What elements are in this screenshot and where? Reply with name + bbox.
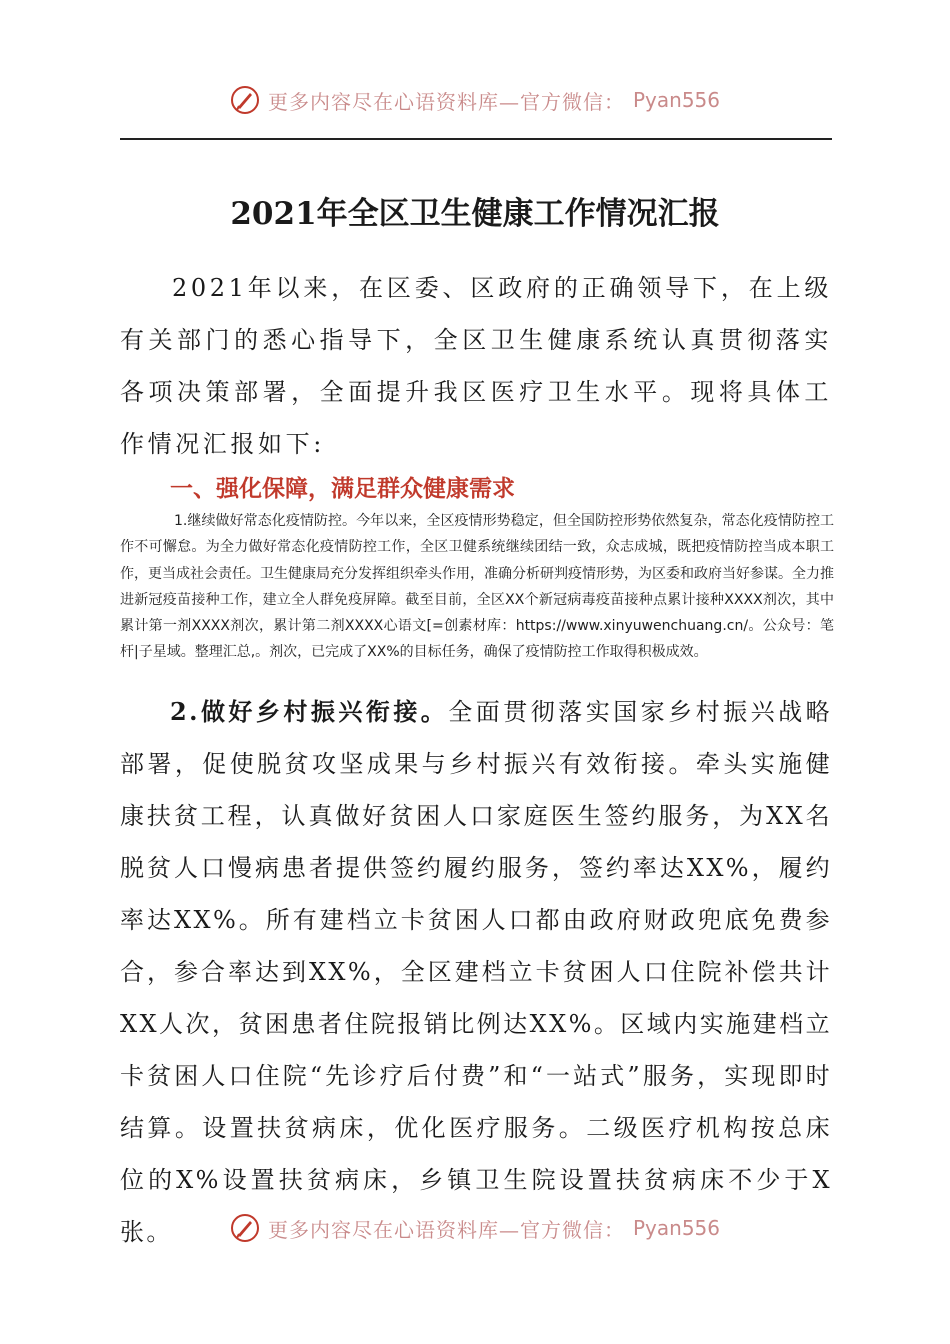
banner-wechat-id: Pyan556 <box>632 1216 720 1240</box>
banner-text: 更多内容尽在心语资料库—官方微信： <box>267 1217 625 1242</box>
banner-wechat-id: Pyan556 <box>632 88 720 112</box>
banner-text: 更多内容尽在心语资料库—官方微信： <box>267 89 625 114</box>
quill-pen-icon <box>230 85 260 115</box>
item-2-body: 全面贯彻落实国家乡村振兴战略部署，促使脱贫攻坚成果与乡村振兴有效衔接。牵头实施健康扶贫工程，认真做好贫困人口家庭医生签约服务，为XX名脱贫人口慢病患者提供签约履约服务，签约率达XX%，履约率达XX%。所有建档立卡贫困人口都由政府财政兜底免费参合，参合率达到XX%，全区建档立卡贫困人口住院补偿共计XX人次，贫困患者住院报销比例达XX%。区域内实施建档立卡贫困人口住院“先诊疗后付费”和“一站式”服务，实现即时结算。设置扶贫病床，优化医疗服务。二级医疗机构按总床位的X%设置扶贫病床，乡镇卫生院设置扶贫病床不少于X张。 <box>120 698 832 1246</box>
intro-paragraph: 2021年以来，在区委、区政府的正确领导下，在上级有关部门的悉心指导下，全区卫生健康系统认真贯彻落实各项决策部署，全面提升我区医疗卫生水平。现将具体工作情况汇报如下: <box>120 274 832 458</box>
document-title: 2021年全区卫生健康工作情况汇报 <box>230 196 720 232</box>
footer-banner <box>0 1208 950 1248</box>
header-divider <box>120 138 832 140</box>
item-2-lead: 2.做好乡村振兴衔接。 <box>170 697 449 726</box>
section-heading: 一、强化保障，满足群众健康需求 <box>170 476 515 502</box>
header-banner <box>0 80 950 120</box>
item-2-paragraph <box>120 686 832 1258</box>
quill-pen-icon <box>230 1213 260 1243</box>
item-1-paragraph: 1.继续做好常态化疫情防控。今年以来，全区疫情形势稳定，但全国防控形势依然复杂，常态化疫情防控工作不可懈怠。为全力做好常态化疫情防控工作，全区卫健系统继续团结一致，众志成城，既把疫情防控当成本职工作，更当成社会责任。卫生健康局充分发挥组织牵头作用，准确分析研判疫情形势，为区委和政府当好参谋。全力推进新冠疫苗接种工作，建立全人群免疫屏障。截至目前，全区XX个新冠病毒疫苗接种点累计接种XXXX剂次，其中累计第一剂XXXX剂次，累计第二剂XXXX心语文[=创素材库：https://www.xinyuwenchuang.cn/。公众号：笔杆|子星域。整理汇总,。剂次，已完成了XX%的目标任务，确保了疫情防控工作取得积极成效。 <box>120 513 834 661</box>
